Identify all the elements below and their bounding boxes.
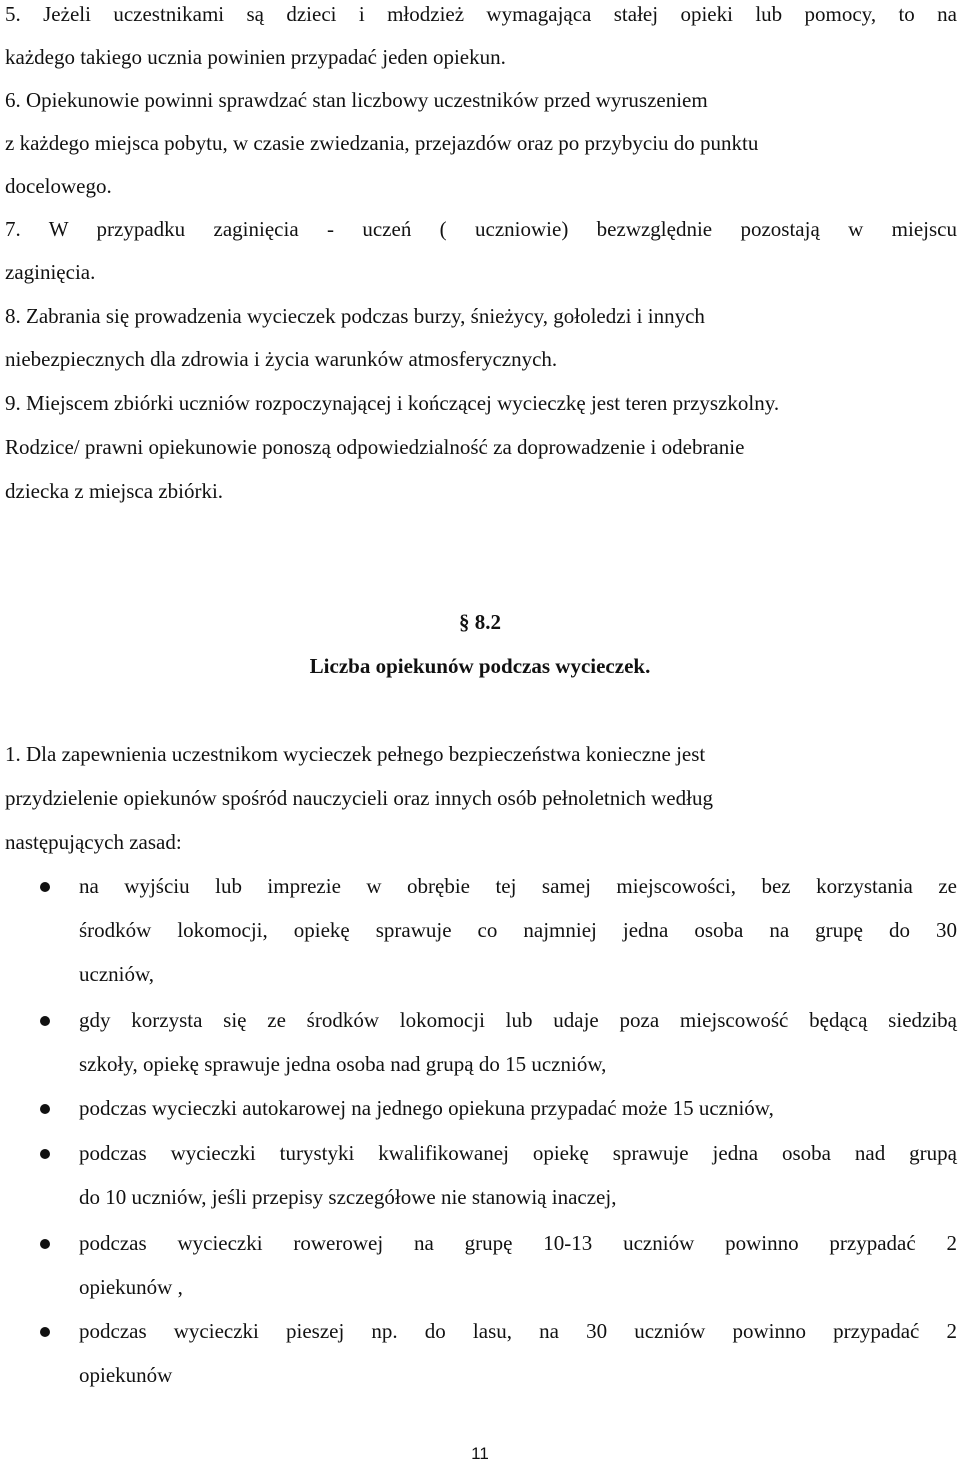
paragraph-8-line-2: niebezpiecznych dla zdrowia i życia warunków atmosferycznych. bbox=[5, 347, 558, 371]
bullet-4-line-1: podczas wycieczki turystyki kwalifikowanej opiekę sprawuje jedna osoba nad grupą bbox=[79, 1141, 957, 1165]
bullet-2-line-1: gdy korzysta się ze środków lokomocji lub udaje poza miejscowość będącą siedzibą bbox=[79, 1008, 957, 1032]
bullet-6-line-1: podczas wycieczki pieszej np. do lasu, na 30 uczniów powinno przypadać 2 bbox=[79, 1319, 957, 1343]
section-number: § 8.2 bbox=[459, 610, 501, 634]
intro-line-3: następujących zasad: bbox=[5, 830, 182, 854]
section-title: Liczba opiekunów podczas wycieczek. bbox=[309, 654, 651, 678]
bullet-dot bbox=[40, 1239, 50, 1249]
bullet-dot bbox=[40, 1016, 50, 1026]
paragraph-6-line-3: docelowego. bbox=[5, 174, 112, 198]
paragraph-9-line-3: dziecka z miejsca zbiórki. bbox=[5, 479, 224, 503]
paragraph-6-line-2: z każdego miejsca pobytu, w czasie zwiedzania, przejazdów oraz po przybyciu do punktu bbox=[5, 131, 759, 155]
bullet-1-line-1: na wyjściu lub imprezie w obrębie tej samej miejscowości, bez korzystania ze bbox=[79, 874, 957, 898]
paragraph-7-line-1: 7. W przypadku zaginięcia - uczeń ( uczniowie) bezwzględnie pozostają w miejscu bbox=[5, 217, 957, 241]
bullet-dot bbox=[40, 1104, 50, 1114]
paragraph-7-line-2: zaginięcia. bbox=[5, 260, 96, 284]
intro-line-1: 1. Dla zapewnienia uczestnikom wycieczek pełnego bezpieczeństwa konieczne jest bbox=[5, 742, 706, 766]
bullet-dot bbox=[40, 882, 50, 892]
bullet-dot bbox=[40, 1327, 50, 1337]
bullet-5-line-1: podczas wycieczki rowerowej na grupę 10-13 uczniów powinno przypadać 2 bbox=[79, 1231, 957, 1255]
paragraph-5-line-2: każdego takiego ucznia powinien przypadać jeden opiekun. bbox=[5, 45, 506, 69]
bullet-4-line-2: do 10 uczniów, jeśli przepisy szczegółowe nie stanowią inaczej, bbox=[79, 1185, 617, 1209]
paragraph-6-line-1: 6. Opiekunowie powinni sprawdzać stan liczbowy uczestników przed wyruszeniem bbox=[5, 88, 708, 112]
bullet-5-line-2: opiekunów , bbox=[79, 1275, 183, 1299]
bullet-1-line-2: środków lokomocji, opiekę sprawuje co najmniej jedna osoba na grupę do 30 bbox=[79, 918, 957, 942]
bullet-6-line-2: opiekunów bbox=[79, 1363, 173, 1387]
bullet-2-line-2: szkoły, opiekę sprawuje jedna osoba nad grupą do 15 uczniów, bbox=[79, 1052, 607, 1076]
intro-line-2: przydzielenie opiekunów spośród nauczycieli oraz innych osób pełnoletnich według bbox=[5, 786, 713, 810]
paragraph-9-line-2: Rodzice/ prawni opiekunowie ponoszą odpowiedzialność za doprowadzenie i odebranie bbox=[5, 435, 745, 459]
paragraph-9-line-1: 9. Miejscem zbiórki uczniów rozpoczynającej i kończącej wycieczkę jest teren przyszkolny. bbox=[5, 391, 780, 415]
paragraph-8-line-1: 8. Zabrania się prowadzenia wycieczek podczas burzy, śnieżycy, gołoledzi i innych bbox=[5, 304, 705, 328]
paragraph-5-line-1: 5. Jeżeli uczestnikami są dzieci i młodzież wymagająca stałej opieki lub pomocy, to na bbox=[5, 2, 957, 26]
bullet-1-line-3: uczniów, bbox=[79, 962, 155, 986]
bullet-dot bbox=[40, 1149, 50, 1159]
page-number: 11 bbox=[471, 1444, 489, 1463]
bullet-3-line-1: podczas wycieczki autokarowej na jednego opiekuna przypadać może 15 uczniów, bbox=[79, 1096, 774, 1120]
